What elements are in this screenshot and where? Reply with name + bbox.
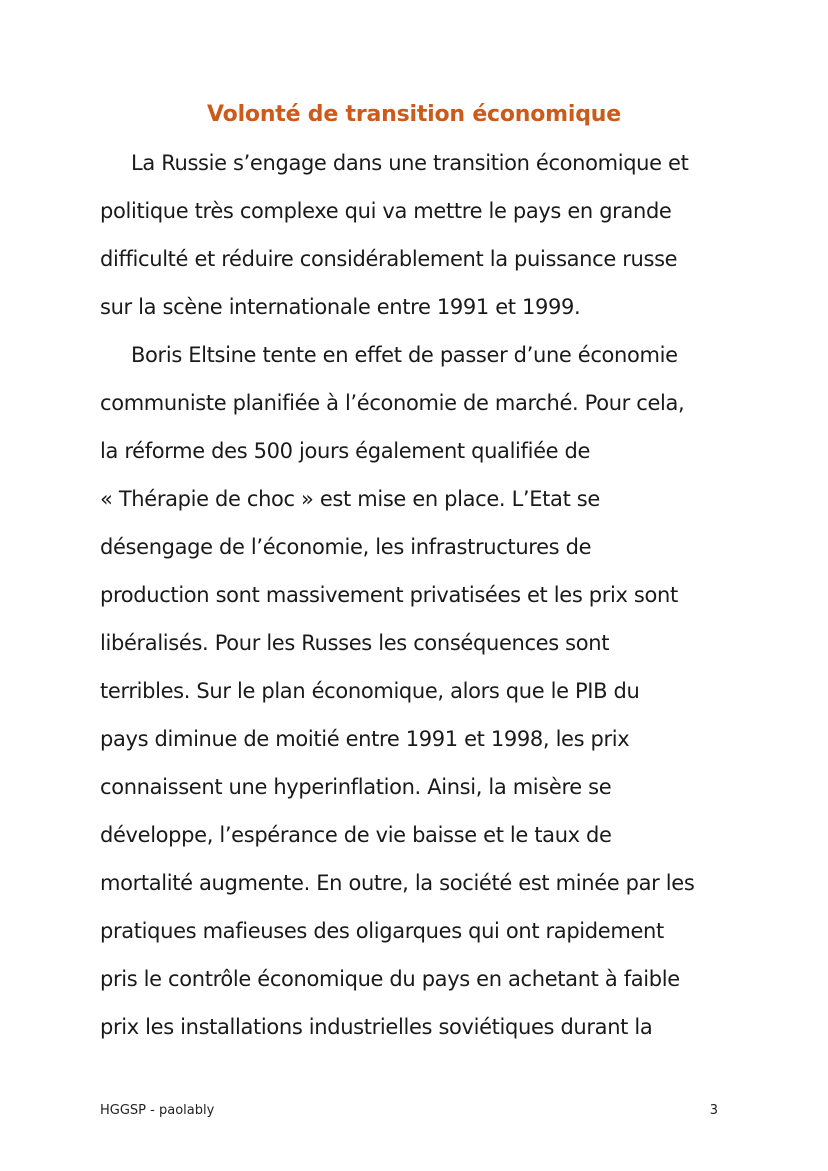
paragraph-2-line-13: pratiques mafieuses des oligarques qui ont rapidement (100, 919, 664, 943)
paragraph-2-line-6: production sont massivement privatisées et les prix sont (100, 583, 678, 607)
paragraph-2-line-9: pays diminue de moitié entre 1991 et 1998, les prix (100, 727, 630, 751)
page-number: 3 (709, 1103, 718, 1118)
section-heading: Volonté de transition économique (207, 102, 621, 127)
paragraph-2-line-1: Boris Eltsine tente en effet de passer d’une économie (131, 343, 678, 367)
paragraph-2-line-3: la réforme des 500 jours également qualifiée de (100, 439, 591, 463)
paragraph-1-line-1: La Russie s’engage dans une transition économique et (131, 151, 689, 175)
paragraph-2-line-5: désengage de l’économie, les infrastructures de (100, 535, 592, 559)
paragraph-2-line-2: communiste planifiée à l’économie de marché. Pour cela, (100, 391, 685, 415)
paragraph-1-line-2: politique très complexe qui va mettre le pays en grande (100, 199, 672, 223)
paragraph-1-line-4: sur la scène internationale entre 1991 et 1999. (100, 295, 581, 319)
paragraph-2-line-10: connaissent une hyperinflation. Ainsi, la misère se (100, 775, 612, 799)
paragraph-2-line-4: « Thérapie de choc » est mise en place. L’Etat se (100, 487, 600, 511)
paragraph-2-line-7: libéralisés. Pour les Russes les conséquences sont (100, 631, 610, 655)
paragraph-1-line-3: difficulté et réduire considérablement la puissance russe (100, 247, 678, 271)
paragraph-2-line-8: terribles. Sur le plan économique, alors que le PIB du (100, 679, 640, 703)
footer-source: HGGSP - paolably (100, 1103, 215, 1118)
paragraph-2-line-11: développe, l’espérance de vie baisse et le taux de (100, 823, 612, 847)
paragraph-2-line-14: pris le contrôle économique du pays en achetant à faible (100, 967, 680, 991)
paragraph-2-line-15: prix les installations industrielles soviétiques durant la (100, 1015, 653, 1039)
paragraph-2-line-12: mortalité augmente. En outre, la société est minée par les (100, 871, 695, 895)
